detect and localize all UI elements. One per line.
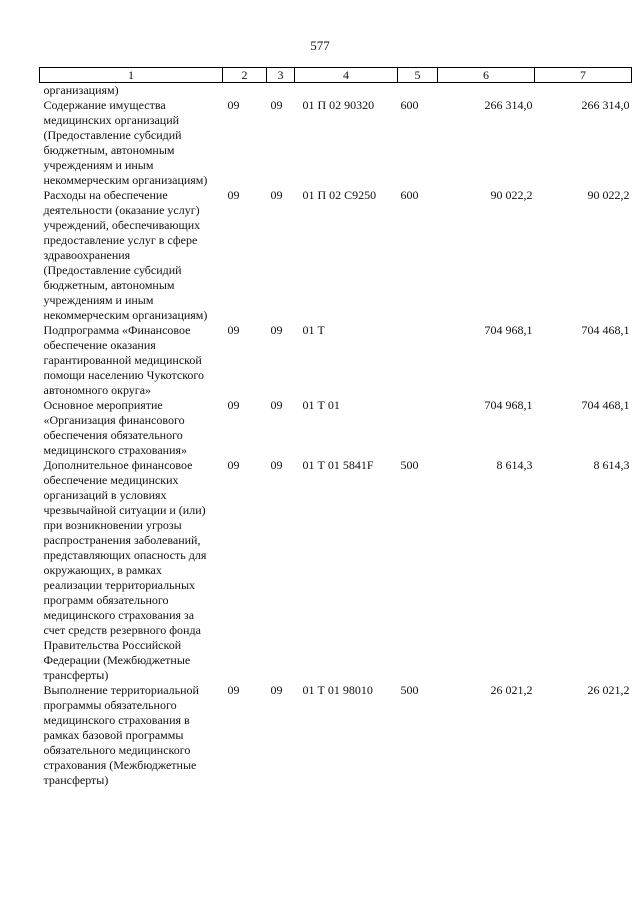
table-row xyxy=(40,398,632,458)
column-header: 4 xyxy=(295,68,398,83)
target-article-code: 01 Т 01 xyxy=(302,398,340,412)
expense-type-code: 500 xyxy=(400,683,419,697)
target-article-code: 01 П 02 С9250 xyxy=(302,188,377,202)
subsection-code: 09 xyxy=(270,683,283,697)
subsection-code: 09 xyxy=(270,323,283,337)
row-name: организациям) xyxy=(43,83,119,97)
column-header: 1 xyxy=(40,68,223,83)
column-header: 5 xyxy=(398,68,438,83)
column-header: 3 xyxy=(267,68,295,83)
expense-type-code: 600 xyxy=(400,98,419,112)
column-header: 7 xyxy=(535,68,632,83)
row-name: Основное мероприятие «Организация финансового обеспечения обязательного медицинского страхования» xyxy=(43,398,188,457)
section-code: 09 xyxy=(227,188,240,202)
amount-col-6: 266 314,0 xyxy=(484,98,533,112)
table-row xyxy=(40,98,632,188)
amount-col-7: 704 468,1 xyxy=(581,398,630,412)
column-header: 2 xyxy=(223,68,267,83)
section-code: 09 xyxy=(227,398,240,412)
page-number: 577 xyxy=(310,38,330,53)
amount-col-6: 26 021,2 xyxy=(490,683,533,697)
column-header: 6 xyxy=(438,68,535,83)
table-row xyxy=(40,683,632,788)
amount-col-6: 90 022,2 xyxy=(490,188,533,202)
amount-col-7: 26 021,2 xyxy=(587,683,630,697)
amount-col-6: 704 968,1 xyxy=(484,323,533,337)
budget-table xyxy=(39,67,632,788)
expense-type-code xyxy=(398,398,438,458)
expense-type-code: 500 xyxy=(400,458,419,472)
section-code: 09 xyxy=(227,98,240,112)
subsection-code: 09 xyxy=(270,98,283,112)
amount-col-7: 90 022,2 xyxy=(587,188,630,202)
amount-col-7: 8 614,3 xyxy=(593,458,630,472)
target-article-code: 01 П 02 90320 xyxy=(302,98,375,112)
target-article-code: 01 Т 01 5841F xyxy=(302,458,374,472)
amount-col-7: 704 468,1 xyxy=(581,323,630,337)
expense-type-code xyxy=(398,323,438,398)
section-code: 09 xyxy=(227,458,240,472)
table-row xyxy=(40,458,632,683)
subsection-code: 09 xyxy=(270,398,283,412)
row-name: Выполнение территориальной программы обязательного медицинского страхования в рамках базовой программы обязательного медицинского страхования (Межбюджетные трансферты) xyxy=(43,683,199,787)
amount-col-6: 704 968,1 xyxy=(484,398,533,412)
expense-type-code: 600 xyxy=(400,188,419,202)
target-article-code: 01 Т xyxy=(302,323,325,337)
section-code: 09 xyxy=(227,323,240,337)
row-name: Дополнительное финансовое обеспечение медицинских организаций в условиях чрезвычайной ситуации и (или) при возникновении угрозы распространения заболеваний, представляющих опасность для окружающих, в рамках реализации территориальных программ обязательного медицинского страхования за счет средств резервного фонда Правительства Российской Федерации (Межбюджетные трансферты) xyxy=(43,458,207,682)
section-code: 09 xyxy=(227,683,240,697)
target-article-code: 01 Т 01 98010 xyxy=(302,683,373,697)
column-number-header xyxy=(40,68,632,83)
amount-col-7: 266 314,0 xyxy=(581,98,630,112)
table-row xyxy=(40,188,632,323)
subsection-code: 09 xyxy=(270,188,283,202)
row-name: Расходы на обеспечение деятельности (оказание услуг) учреждений, обеспечивающих предоставление услуг в сфере здравоохранения (Предоставление субсидий бюджетным, автономным учреждениям и иным некоммерческим организациям) xyxy=(43,188,208,322)
row-name: Содержание имущества медицинских организаций (Предоставление субсидий бюджетным, автономным учреждениям и иным некоммерческим организациям) xyxy=(43,98,208,187)
subsection-code: 09 xyxy=(270,458,283,472)
table-row xyxy=(40,323,632,398)
amount-col-6: 8 614,3 xyxy=(496,458,533,472)
continuation-row xyxy=(40,83,632,99)
row-name: Подпрограмма «Финансовое обеспечение оказания гарантированной медицинской помощи населению Чукотского автономного округа» xyxy=(43,323,205,397)
